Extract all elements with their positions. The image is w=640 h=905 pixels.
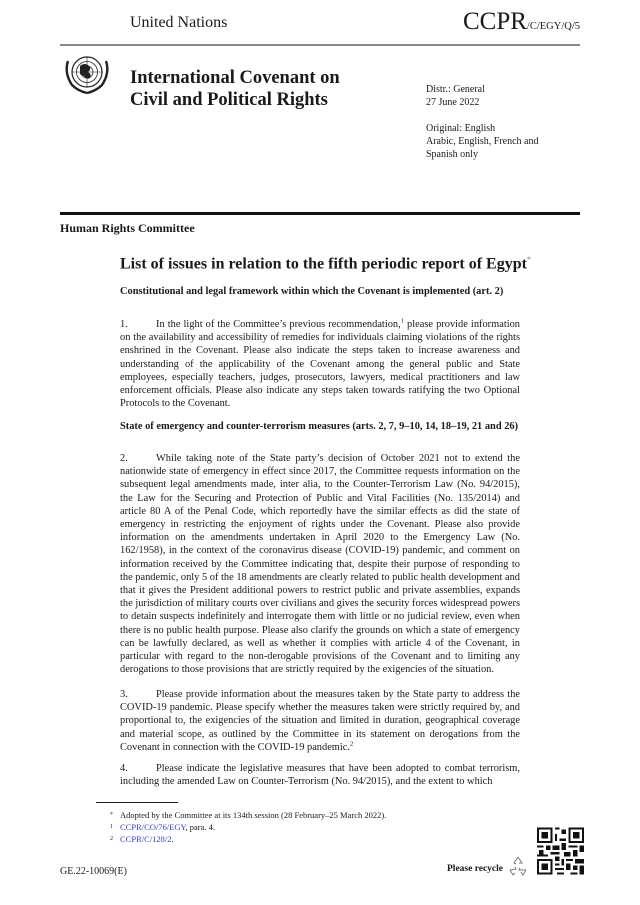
title-text: List of issues in relation to the fifth periodic report of Egypt	[120, 255, 527, 273]
un-emblem-icon	[62, 51, 112, 97]
original-language: Original: English	[426, 123, 496, 134]
footnotes	[110, 809, 386, 845]
document-title	[120, 255, 531, 273]
footnote-mark: *	[110, 812, 113, 818]
covenant-title-line1: International Covenant on	[130, 68, 340, 88]
footnote-ref[interactable]: 1	[400, 317, 404, 325]
paragraph-1	[120, 318, 520, 410]
paragraph-number: 2.	[120, 453, 128, 464]
recycle-label: Please recycle	[447, 864, 503, 874]
issue-date: 27 June 2022	[426, 97, 480, 108]
paragraph-4	[120, 762, 520, 788]
footnote-mark: 1	[110, 824, 113, 830]
footnote-item	[110, 833, 386, 845]
footnote-rule	[96, 802, 178, 803]
paragraph-text: Please indicate the legislative measures that have been adopted to combat terrorism, including the amended Law on Counter-Terrorism (No. 94/2015), and the extent to which	[120, 763, 520, 788]
qr-code-icon[interactable]	[537, 826, 584, 876]
covenant-title	[130, 67, 340, 111]
footnote-ref[interactable]: 2	[349, 740, 354, 748]
covenant-title-line2: Civil and Political Rights	[130, 90, 328, 110]
footnote-item	[110, 821, 386, 833]
paragraph-text: While taking note of the State party’s decision of October 2021 not to extend the nationwide state of emergency in effect since 2017, the Committee requests information on the subsequent legal amendments made, inter alia, to the Counter-Terrorism Law (No. 94/2015), the Law for the Securing and Protection of Public and Vital Facilities (No. 135/2014) and article 80 A of the Penal Code, which reportedly have the similar effects as did the state of emergency in restricting the enjoyment of rights under the Covenant. Please also provide information on the amendments undertaken in April 2020 to the Emergency Law (No. 162/1958), in the context of the coronavirus disease (COVID-19) pandemic, and comment on information received by the Committee indicating that, despite their purpose of responding to the pandemic, only 5 of the 18 amendments are clearly related to public health development and that it gives the President additional powers to restrict public and private assemblies, expands the jurisdiction of military courts over civilians and gives the security forces widespread powers to detain suspects indefinitely and interrogate them with little or no judicial review, even when there is no public health purpose. Please also clarify the grounds on which a state of emergency can be lawfully declared, as well as whether it complies with article 4 of the Covenant, in particular with regard to the non-derogable provisions of the Covenant and to limiting any derogations to those provisions that are strictly required by the exigencies of the situation.	[120, 453, 520, 676]
languages-line2: Spanish only	[426, 149, 478, 160]
organization-label: United Nations	[130, 14, 228, 31]
section-heading: Constitutional and legal framework within which the Covenant is implemented (art. 2)	[120, 286, 504, 297]
footnote-link[interactable]: CCPR/C/128/2	[120, 834, 172, 844]
paragraph-number: 4.	[120, 763, 128, 774]
footnote-text: .	[171, 834, 174, 844]
paragraph-text: In the light of the Committee’s previous recommendation,	[156, 319, 401, 330]
distribution: Distr.: General	[426, 84, 485, 95]
section-heading: State of emergency and counter-terrorism measures (arts. 2, 7, 9–10, 14, 18–19, 21 and 26)	[120, 421, 519, 432]
paragraph-text: please provide information on the availability and accessibility of remedies for individuals claiming violations of the rights enshrined in the Covenant. Please also indicate the steps taken to increase awareness and understanding of the applicability of the Covenant among the general public and State employees, especially teachers, judges, prosecutors, lawyers, medical practitioners and law enforcement officials. Please also indicate any steps taken towards ratifying the two Optional Protocols to the Covenant.	[120, 319, 520, 410]
footnote-text: , para. 4.	[185, 822, 216, 832]
languages-line1: Arabic, English, French and	[426, 136, 539, 147]
paragraph-text: Please provide information about the measures taken by the State party to address the COVID-19 pandemic. Please specify whether the measures taken were strictly required by, and proportional to, the exigencies of the situation and limited in duration, geographical coverage and material scope, as outlined by the Committee in its statement on derogations from the Covenant in connection with the COVID-19 pandemic.	[120, 689, 520, 753]
committee-rule	[60, 212, 580, 215]
header-rule	[60, 44, 580, 46]
paragraph-number: 1.	[120, 319, 128, 330]
language-block	[426, 122, 538, 161]
committee-name: Human Rights Committee	[60, 221, 195, 235]
distribution-block	[426, 83, 485, 109]
document-symbol	[463, 8, 580, 36]
footnote-item	[110, 809, 386, 821]
symbol-main: CCPR	[462, 8, 527, 35]
footnote-link[interactable]: CCPR/CO/76/EGY	[120, 822, 186, 832]
footnote-text: Adopted by the Committee at its 134th session (28 February–25 March 2022).	[120, 810, 387, 820]
recycle-icon	[507, 855, 529, 877]
symbol-suffix: /C/EGY/Q/5	[526, 21, 580, 32]
footnote-mark: 2	[110, 836, 113, 842]
title-footnote-mark[interactable]: *	[526, 255, 531, 264]
paragraph-number: 3.	[120, 689, 128, 700]
paragraph-2	[120, 452, 520, 676]
paragraph-3	[120, 688, 520, 754]
job-number: GE.22-10069(E)	[60, 866, 127, 877]
